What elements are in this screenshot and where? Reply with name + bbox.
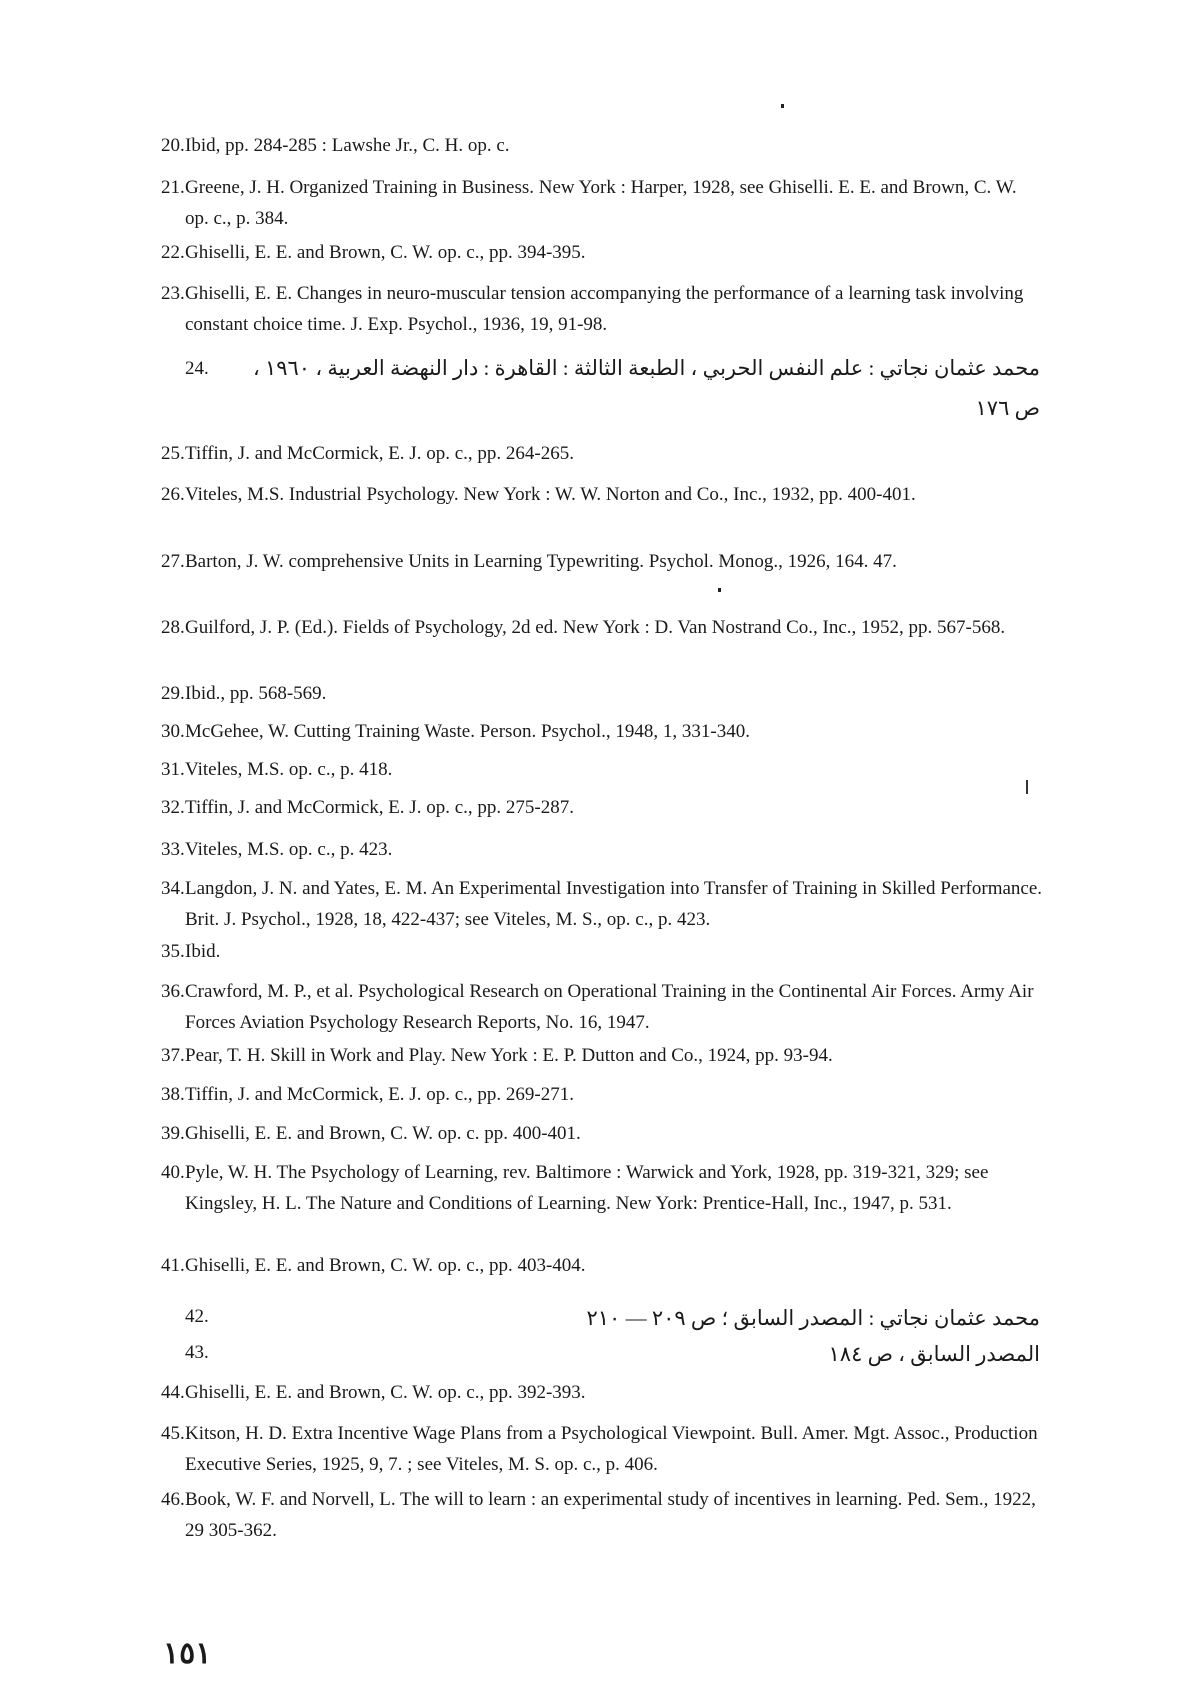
arabic-reference-24-line2: ص ١٧٦	[975, 396, 1040, 420]
ref-number: 37.	[161, 1045, 185, 1066]
reference-39	[161, 1118, 1045, 1149]
ref-number: 21.	[161, 177, 185, 198]
ref-number: 20.	[161, 135, 185, 156]
speck	[781, 104, 784, 108]
reference-34	[161, 873, 1045, 935]
reference-29	[161, 678, 1045, 709]
ref-text: Ibid, pp. 284-285 : Lawshe Jr., C. H. op. c.	[185, 135, 510, 156]
reference-20	[161, 130, 1045, 161]
ref-text: McGehee, W. Cutting Training Waste. Person. Psychol., 1948, 1, 331-340.	[185, 721, 750, 742]
reference-22	[161, 237, 1045, 268]
reference-32	[161, 792, 1045, 823]
ref-text: Viteles, M.S. op. c., p. 423.	[185, 839, 393, 860]
ref-text: Langdon, J. N. and Yates, E. M. An Experimental Investigation into Transfer of Training in Skilled Performance. Brit. J. Psychol., 1928, 18, 422-437; see Viteles, M. S., op. c., p. 423.	[185, 878, 1043, 930]
ref-text: Tiffin, J. and McCormick, E. J. op. c., pp. 269-271.	[185, 1084, 574, 1105]
ref-text: Barton, J. W. comprehensive Units in Learning Typewriting. Psychol. Monog., 1926, 164. 47.	[185, 551, 897, 572]
ref-number: 30.	[161, 721, 185, 742]
ref-text: Ibid., pp. 568-569.	[185, 683, 327, 704]
ref-text: Tiffin, J. and McCormick, E. J. op. c., pp. 275-287.	[185, 797, 574, 818]
ref-number: 39.	[161, 1123, 185, 1144]
arabic-reference-24-line1: محمد عثمان نجاتي : علم النفس الحربي ، الطبعة الثالثة : القاهرة : دار النهضة العربية ، ١٩٦٠ ،	[252, 356, 1040, 380]
ref-text: Guilford, J. P. (Ed.). Fields of Psychology, 2d ed. New York : D. Van Nostrand Co., Inc., 1952, pp. 567-568.	[185, 617, 1006, 638]
reference-21	[161, 172, 1045, 234]
arabic-reference-43: المصدر السابق ، ص ١٨٤	[828, 1342, 1040, 1366]
ref-text: Pyle, W. H. The Psychology of Learning, rev. Baltimore : Warwick and York, 1928, pp. 319-321, 329; see Kingsley, H. L. The Nature and Conditions of Learning. New York: Prentice-Hall, Inc., 1947, p. 531.	[185, 1162, 989, 1214]
ref-text: Viteles, M.S. op. c., p. 418.	[185, 759, 393, 780]
reference-31	[161, 754, 1045, 785]
arabic-ref-number: 24.	[185, 358, 209, 379]
reference-25	[161, 438, 1045, 469]
ref-number: 45.	[161, 1423, 185, 1444]
reference-28	[161, 612, 1045, 643]
reference-46	[161, 1484, 1045, 1546]
ref-number: 46.	[161, 1489, 185, 1510]
reference-26	[161, 479, 1045, 510]
reference-40	[161, 1157, 1045, 1219]
arabic-ref-number: 42.	[185, 1306, 209, 1327]
ref-number: 36.	[161, 981, 185, 1002]
ref-text: Tiffin, J. and McCormick, E. J. op. c., pp. 264-265.	[185, 443, 574, 464]
reference-30	[161, 716, 1045, 747]
ref-text: Viteles, M.S. Industrial Psychology. New York : W. W. Norton and Co., Inc., 1932, pp. 400-401.	[185, 484, 916, 505]
ref-text: Greene, J. H. Organized Training in Business. New York : Harper, 1928, see Ghiselli. E. E. and Brown, C. W. op. c., p. 384.	[185, 177, 1017, 229]
ref-number: 44.	[161, 1382, 185, 1403]
ref-text: Pear, T. H. Skill in Work and Play. New York : E. P. Dutton and Co., 1924, pp. 93-94.	[185, 1045, 833, 1066]
ref-number: 35.	[161, 941, 185, 962]
ref-text: Crawford, M. P., et al. Psychological Research on Operational Training in the Continental Air Forces. Army Air Forces Aviation Psychology Research Reports, No. 16, 1947.	[185, 981, 1034, 1033]
reference-37	[161, 1040, 1045, 1071]
page-number: ١٥١	[163, 1637, 212, 1670]
reference-41	[161, 1250, 1045, 1281]
ref-text: Ghiselli, E. E. Changes in neuro-muscular tension accompanying the performance of a learning task involving constant choice time. J. Exp. Psychol., 1936, 19, 91-98.	[185, 283, 1024, 335]
arabic-reference-42: محمد عثمان نجاتي : المصدر السابق ؛ ص ٢٠٩ — ٢١٠	[586, 1306, 1040, 1330]
ref-text: Ghiselli, E. E. and Brown, C. W. op. c., pp. 392-393.	[185, 1382, 586, 1403]
ref-text: Kitson, H. D. Extra Incentive Wage Plans from a Psychological Viewpoint. Bull. Amer. Mgt. Assoc., Production Executive Series, 1925, 9, 7. ; see Viteles, M. S. op. c., p. 406.	[185, 1423, 1038, 1475]
arabic-ref-number: 43.	[185, 1342, 209, 1363]
ref-text: Book, W. F. and Norvell, L. The will to learn : an experimental study of incentives in learning. Ped. Sem., 1922, 29 305-362.	[185, 1489, 1036, 1541]
ref-number: 26.	[161, 484, 185, 505]
ref-number: 34.	[161, 878, 185, 899]
reference-38	[161, 1079, 1045, 1110]
ref-number: 31.	[161, 759, 185, 780]
ref-number: 25.	[161, 443, 185, 464]
ref-number: 41.	[161, 1255, 185, 1276]
ref-number: 28.	[161, 617, 185, 638]
ref-number: 40.	[161, 1162, 185, 1183]
speck	[718, 588, 721, 592]
reference-45	[161, 1418, 1045, 1480]
ref-number: 22.	[161, 242, 185, 263]
ref-number: 33.	[161, 839, 185, 860]
ref-text: Ibid.	[185, 941, 221, 962]
ref-number: 32.	[161, 797, 185, 818]
reference-35	[161, 936, 1045, 967]
ref-text: Ghiselli, E. E. and Brown, C. W. op. c. pp. 400-401.	[185, 1123, 581, 1144]
ref-number: 29.	[161, 683, 185, 704]
ref-text: Ghiselli, E. E. and Brown, C. W. op. c., pp. 403-404.	[185, 1255, 586, 1276]
reference-27	[161, 546, 1045, 577]
reference-23	[161, 278, 1045, 340]
ref-text: Ghiselli, E. E. and Brown, C. W. op. c., pp. 394-395.	[185, 242, 586, 263]
ref-number: 23.	[161, 283, 185, 304]
ref-number: 38.	[161, 1084, 185, 1105]
reference-44	[161, 1377, 1045, 1408]
reference-36	[161, 976, 1045, 1038]
ref-number: 27.	[161, 551, 185, 572]
reference-33	[161, 834, 1045, 865]
